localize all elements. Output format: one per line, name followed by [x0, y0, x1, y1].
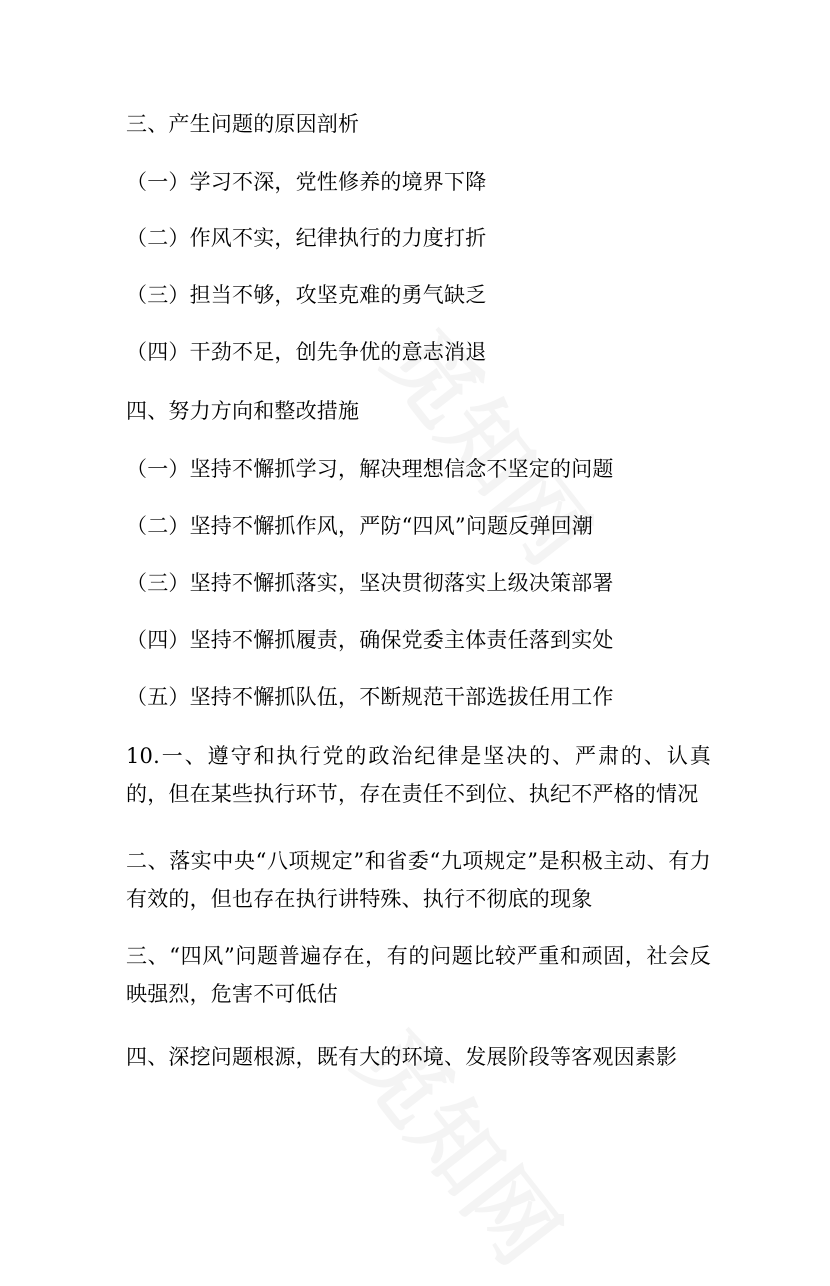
paragraph: （一）学习不深，党性修养的境界下降	[126, 170, 487, 194]
paragraph: 四、深挖问题根源，既有大的环境、发展阶段等客观因素影	[126, 1045, 678, 1069]
heading-cause-analysis: 三、产生问题的原因剖析	[126, 112, 360, 136]
paragraph: 三、“四风”问题普遍存在，有的问题比较严重和顽固，社会反映强烈，危害不可低估	[126, 944, 711, 1006]
paragraph: （三）担当不够，攻坚克难的勇气缺乏	[126, 283, 487, 307]
paragraph: （三）坚持不懈抓落实，坚决贯彻落实上级决策部署	[126, 571, 614, 595]
heading-rectification-measures: 四、努力方向和整改措施	[126, 399, 360, 423]
paragraph: （五）坚持不懈抓队伍，不断规范干部选拔任用工作	[126, 685, 614, 709]
paragraph: （四）干劲不足，创先争优的意志消退	[126, 340, 487, 364]
watermark	[331, 1000, 593, 1286]
paragraph: （二）作风不实，纪律执行的力度打折	[126, 226, 487, 250]
paragraph: （二）坚持不懈抓作风，严防“四风”问题反弹回潮	[126, 514, 594, 538]
paragraph: 10.一、遵守和执行党的政治纪律是坚决的、严肃的、认真的，但在某些执行环节，存在责任不到位、执纪不严格的情况	[126, 744, 711, 806]
paragraph: 二、落实中央“八项规定”和省委“九项规定”是积极主动、有力有效的，但也存在执行讲特殊、执行不彻底的现象	[126, 849, 711, 911]
paragraph: （一）坚持不懈抓学习，解决理想信念不坚定的问题	[126, 457, 614, 481]
paragraph: （四）坚持不懈抓履责，确保党委主体责任落到实处	[126, 628, 614, 652]
